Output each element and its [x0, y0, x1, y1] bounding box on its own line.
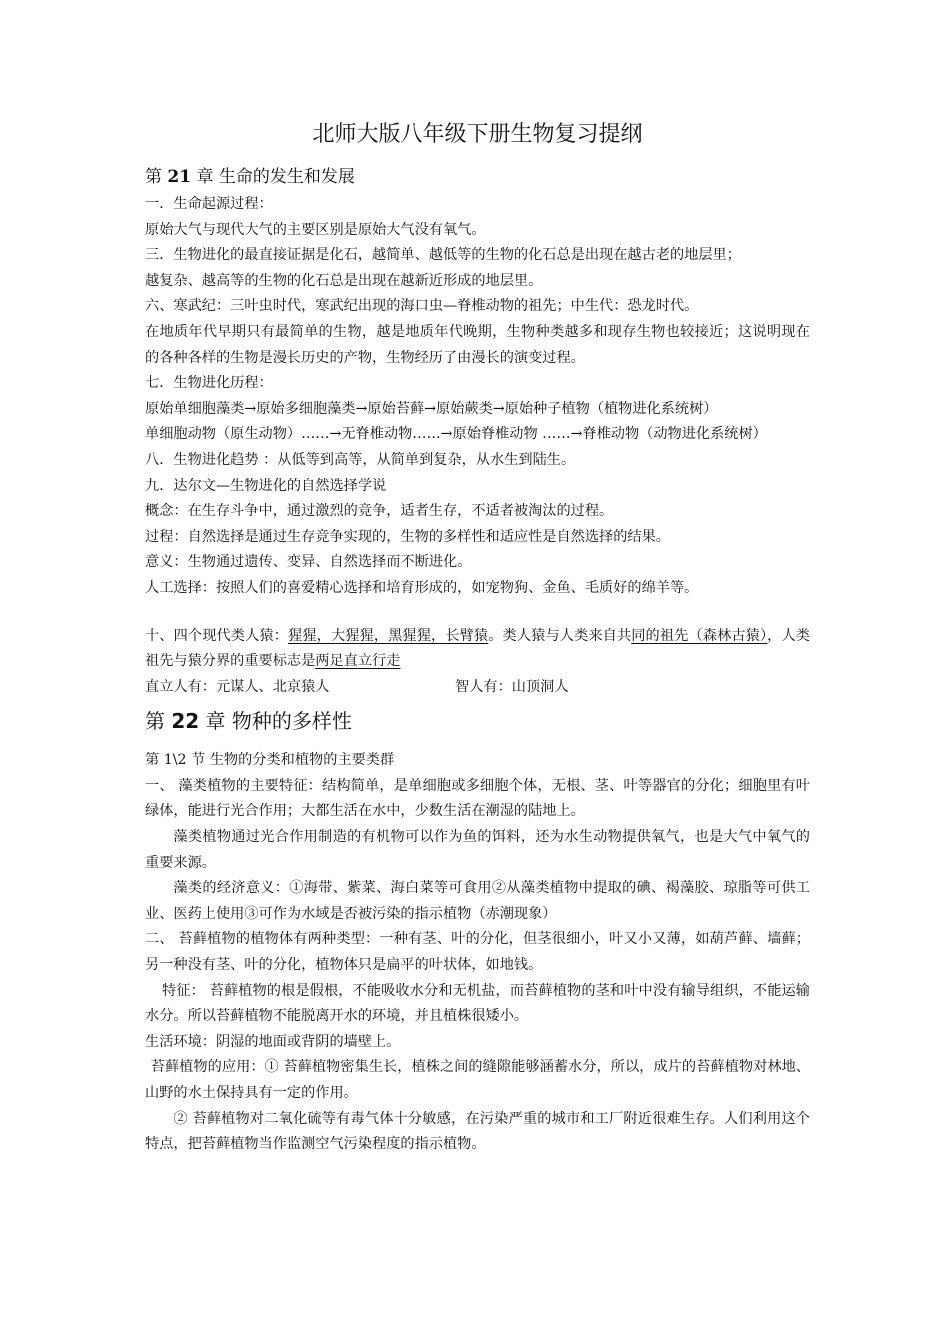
spacer — [145, 602, 810, 624]
paragraph: 六、寒武纪：三叶虫时代，寒武纪出现的海口虫—脊椎动物的祖先；中生代：恐龙时代。 — [145, 298, 699, 315]
paragraph: 七．生物进化历程： — [145, 375, 273, 392]
chapter-21-heading — [145, 164, 810, 190]
chapter-number: 21 — [167, 167, 192, 187]
chapter-title: 章 生命的发生和发展 — [191, 167, 355, 187]
paragraph: 一、 藻类植物的主要特征：结构简单，是单细胞或多细胞个体，无根、茎、叶等器官的分化；细胞里有叶绿体，能进行光合作用；大都生活在水中，少数生活在潮湿的陆地上。 — [145, 777, 810, 820]
text-run: 十、四个现代类人猿： — [145, 627, 289, 644]
document-title: 北师大版八年级下册生物复习提纲 — [312, 122, 643, 147]
paragraph: 单细胞动物（原生动物）……→无脊椎动物……→原始脊椎动物 ……→脊椎动物（动物进化系统树） — [145, 426, 767, 443]
underlined-text: 猩猩，大猩猩，黑猩猩，长臂猿 — [288, 627, 489, 644]
section-heading: 第 1\2 节 生物的分类和植物的主要类群 — [145, 752, 395, 769]
paragraph: 八．生物进化趋势 ：从低等到高等，从简单到复杂，从水生到陆生。 — [145, 451, 576, 468]
sapiens-text: 智人有：山顶洞人 — [455, 678, 569, 695]
paragraph: 苔藓植物的应用：① 苔藓植物密集生长，植株之间的缝隙能够涵蓄水分，所以，成片的苔藓植物对林地、山野的水土保持具有一定的作用。 — [145, 1059, 810, 1101]
paragraph: 原始大气与现代大气的主要区别是原始大气没有氧气。 — [145, 221, 486, 238]
paragraph: 生活环境：阴湿的地面或背阴的墙壁上。 — [145, 1033, 401, 1050]
paragraph — [145, 624, 810, 675]
chapter-number: 22 — [171, 709, 200, 734]
chapter-title: 章 物种的多样性 — [199, 709, 352, 734]
paragraph: 一．生命起源过程： — [145, 196, 273, 212]
paragraph: 特征： 苔藓植物的根是假根，不能吸收水分和无机盐，而苔藓植物的茎和叶中没有输导组织，不能运输水分。所以苔藓植物不能脱离开水的环境，并且植株很矮小。 — [145, 982, 810, 1025]
chapter-label: 第 — [145, 709, 172, 734]
paragraph: 意义：生物通过遗传、变异、自然选择而不断进化。 — [145, 554, 472, 571]
paragraph: 九．达尔文—生物进化的自然选择学说 — [145, 477, 387, 494]
paragraph: 概念：在生存斗争中，通过激烈的竞争，适者生存，不适者被淘汰的过程。 — [145, 503, 614, 520]
paragraph: 藻类的经济意义：①海带、紫菜、海白菜等可食用②从藻类植物中提取的碘、褐藻胶、琼脂等可供工业、医药上使用③可作为水域是否被污染的指示植物（赤潮现象） — [145, 880, 810, 922]
document-page — [145, 120, 810, 1158]
paragraph: 藻类植物通过光合作用制造的有机物可以作为鱼的饵料，还为水生动物提供氧气，也是大气中氧气的重要来源。 — [145, 829, 810, 871]
paragraph: 过程：自然选择是通过生存竞争实现的，生物的多样性和适应性是自然选择的结果。 — [145, 528, 670, 545]
paragraph: 二、 苔藓植物的植物体有两种类型：一种有茎、叶的分化，但茎很细小，叶又小又薄，如葫芦藓、墙藓；另一种没有茎、叶的分化，植物体只是扁平的叶状体，如地钱。 — [145, 931, 810, 974]
text-run: ，人类祖先与猿分界的重要标志是 — [145, 627, 810, 670]
chapter-label: 第 — [145, 167, 168, 187]
paragraph: 在地质年代早期只有最简单的生物，越是地质年代晚期，生物种类越多和现存生物也较接近；这说明现在的各种各样的生物是漫长历史的产物，生物经历了由漫长的演变过程。 — [145, 323, 810, 366]
paragraph: 原始单细胞藻类→原始多细胞藻类→原始苔藓→原始蕨类→原始种子植物（植物进化系统树） — [145, 400, 718, 417]
underlined-text: 两足直立行走 — [315, 653, 401, 670]
paragraph: 人工选择：按照人们的喜爱精心选择和培育形成的，如宠物狗、金鱼、毛质好的绵羊等。 — [145, 579, 699, 596]
text-run: 。类人猿与人类来自共 — [488, 627, 632, 644]
chapter-22-heading — [145, 706, 810, 736]
paragraph: ② 苔藓植物对二氧化硫等有毒气体十分敏感，在污染严重的城市和工厂附近很难生存。人们利用这个特点，把苔藓植物当作监测空气污染程度的指示植物。 — [145, 1110, 810, 1153]
underlined-text: 同的祖先（森林古猿） — [631, 627, 768, 644]
paragraph: 越复杂、越高等的生物的化石总是出现在越新近形成的地层里。 — [145, 272, 543, 289]
paragraph: 三．生物进化的最直接证据是化石，越简单、越低等的生物的化石总是出现在越古老的地层里； — [145, 247, 741, 264]
two-column-line — [145, 675, 810, 701]
erectus-text: 直立人有：元谋人、北京猿人 — [145, 678, 330, 695]
